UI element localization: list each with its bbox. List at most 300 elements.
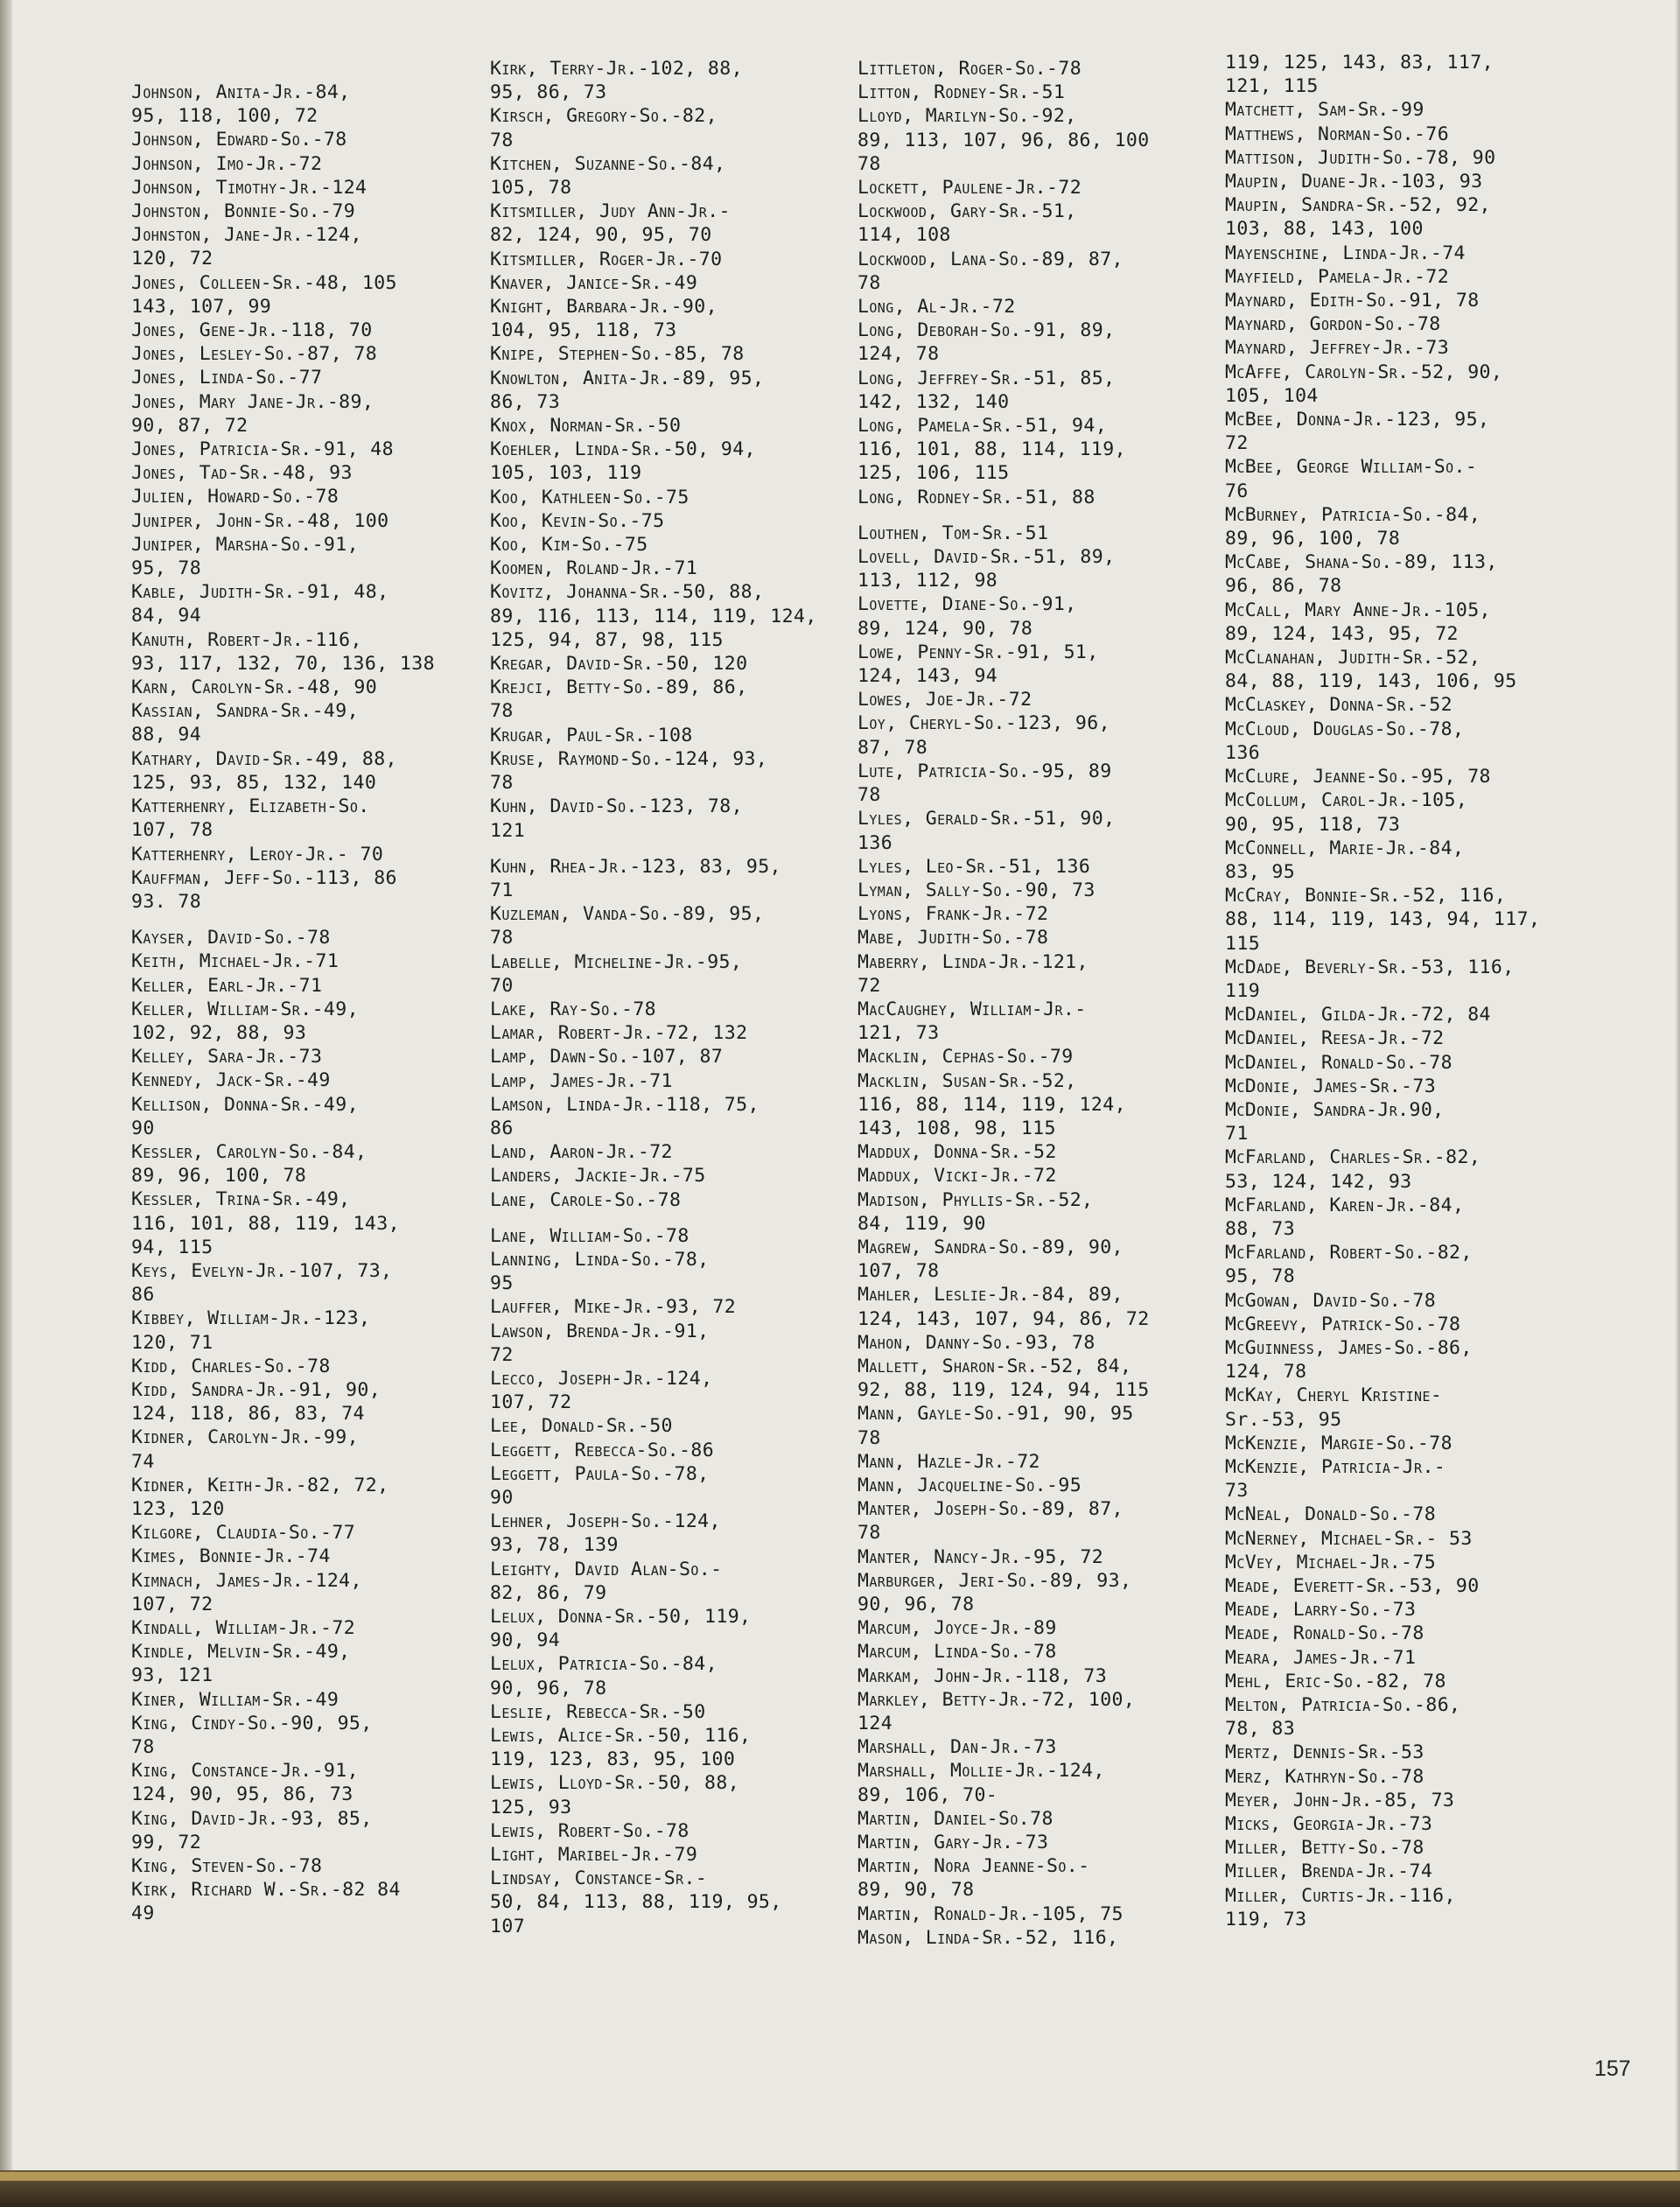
entry-name-line: Jones, Tad-Sr.-48, 93 — [131, 462, 353, 485]
entry-name-line: McKay, Cheryl Kristine- — [1225, 1384, 1443, 1407]
index-entry — [131, 1259, 435, 1307]
index-entry — [131, 1569, 435, 1616]
entry-name-line: Lane, William-So.-78 — [490, 1224, 690, 1247]
index-entry — [858, 855, 1150, 879]
index-entry — [858, 1854, 1150, 1902]
entry-name-line: Maddux, Donna-Sr.-52 — [858, 1141, 1057, 1164]
entry-name-line: Melton, Patricia-So.-86, — [1225, 1694, 1461, 1717]
index-entry — [1225, 884, 1540, 956]
entry-name-line: McBurney, Patricia-So.-84, — [1225, 503, 1481, 526]
entry-name-line: Knowlton, Anita-Jr.-89, 95, — [490, 367, 765, 389]
index-entry — [858, 592, 1150, 640]
entry-name-line: Koomen, Roland-Jr.-71 — [490, 557, 698, 580]
index-entry — [490, 1462, 817, 1510]
entry-name-line: Merz, Kathryn-So.-78 — [1225, 1765, 1424, 1788]
entry-name-line: Kanuth, Robert-Jr.-116, — [131, 628, 362, 651]
index-entry — [131, 1307, 435, 1354]
index-entry — [1225, 361, 1540, 408]
index-entry — [1225, 550, 1540, 598]
index-entry — [490, 580, 817, 652]
index-entry — [1225, 1693, 1540, 1741]
entry-pages-line: 93, 117, 132, 70, 136, 138 — [131, 652, 435, 675]
entry-pages-line: 84, 119, 90 — [858, 1212, 986, 1235]
entry-pages-line: 99, 72 — [131, 1831, 202, 1853]
entry-name-line: Madison, Phyllis-Sr.-52, — [858, 1188, 1094, 1211]
entry-pages-line: 143, 107, 99 — [131, 295, 272, 318]
entry-name-line: Lewis, Robert-So.-78 — [490, 1819, 690, 1842]
index-entry — [131, 461, 435, 485]
entry-name-line: Lauffer, Mike-Jr.-93, 72 — [490, 1296, 737, 1319]
entry-name-line: Martin, Daniel-So.78 — [858, 1807, 1054, 1830]
entry-name-line: Kelley, Sara-Jr.-73 — [131, 1046, 323, 1068]
index-entry — [1225, 51, 1540, 98]
entry-name-line: McFarland, Robert-So.-82, — [1225, 1242, 1473, 1265]
index-entry — [858, 1545, 1150, 1569]
index-entry — [490, 509, 817, 533]
index-entry — [131, 533, 435, 580]
entry-name-line: Kindle, Melvin-Sr.-49, — [131, 1641, 351, 1664]
index-entry — [131, 1188, 435, 1259]
entry-name-line: McDonie, James-Sr.-73 — [1225, 1075, 1437, 1097]
entry-name-line: King, Cindy-So.-90, 95, — [131, 1712, 373, 1734]
entry-name-line: Lehner, Joseph-So.-124, — [490, 1510, 721, 1533]
entry-name-line: Kitchen, Suzanne-So.-84, — [490, 152, 726, 175]
entry-name-line: Lake, Ray-So.-78 — [490, 998, 657, 1020]
index-entry — [858, 1164, 1150, 1188]
index-entry — [490, 1652, 817, 1699]
entry-name-line: Koo, Kathleen-So.-75 — [490, 486, 690, 508]
entry-pages-line: 120, 72 — [131, 248, 214, 270]
entry-name-line: Maberry, Linda-Jr.-121, — [858, 950, 1088, 973]
index-entry — [1225, 146, 1540, 170]
entry-pages-line: 121 — [490, 819, 526, 842]
entry-name-line: Markley, Betty-Jr.-72, 100, — [858, 1688, 1136, 1711]
entry-name-line: Kuhn, David-So.-123, 78, — [490, 795, 743, 818]
index-entry — [131, 152, 435, 176]
entry-name-line: Kuzleman, Vanda-So.-89, 95, — [490, 903, 765, 926]
index-entry — [490, 1164, 817, 1188]
index-entry — [131, 1759, 435, 1806]
index-entry — [858, 1236, 1150, 1283]
entry-name-line: Matchett, Sam-Sr.-99 — [1225, 99, 1424, 122]
entry-pages-line: 105, 103, 119 — [490, 462, 642, 485]
index-entry — [858, 1902, 1150, 1926]
index-entry — [1225, 336, 1540, 360]
index-entry — [858, 522, 1150, 545]
entry-name-line: McNeal, Donald-So.-78 — [1225, 1503, 1437, 1526]
entry-name-line: Knox, Norman-Sr.-50 — [490, 415, 682, 438]
entry-pages-line: 49 — [131, 1902, 155, 1925]
entry-name-line: Martin, Gary-Jr.-73 — [858, 1832, 1049, 1854]
index-entry — [1225, 718, 1540, 765]
index-entry — [490, 998, 817, 1021]
index-entry — [131, 1545, 435, 1568]
entry-name-line: Miller, Brenda-Jr.-74 — [1225, 1860, 1433, 1883]
entry-name-line: Kovitz, Johanna-Sr.-50, 88, — [490, 581, 765, 604]
entry-name-line: Maupin, Sandra-Sr.-52, 92, — [1225, 194, 1491, 217]
entry-name-line: Jones, Lesley-So.-87, 78 — [131, 343, 378, 366]
entry-pages-line: 86, 73 — [490, 390, 561, 413]
entry-name-line: Kassian, Sandra-Sr.-49, — [131, 700, 359, 723]
index-entry — [131, 1474, 435, 1521]
entry-name-line: Kimes, Bonnie-Jr.-74 — [131, 1545, 331, 1568]
entry-pages-line: 78 — [858, 271, 881, 294]
entry-name-line: Mehl, Eric-So.-82, 78 — [1225, 1670, 1446, 1692]
index-entry — [490, 414, 817, 438]
index-entry — [490, 1867, 817, 1938]
entry-pages-line: 53, 124, 142, 93 — [1225, 1170, 1412, 1193]
entry-name-line: McKenzie, Patricia-Jr.- — [1225, 1455, 1446, 1478]
entry-name-line: McDaniel, Reesa-Jr.-72 — [1225, 1027, 1445, 1050]
index-entry — [490, 676, 817, 723]
index-entry — [858, 1926, 1150, 1950]
entry-name-line: Kellison, Donna-Sr.-49, — [131, 1093, 359, 1116]
entry-name-line: Long, Pamela-Sr.-51, 94, — [858, 415, 1108, 438]
entry-name-line: Kessler, Carolyn-So.-84, — [131, 1140, 368, 1163]
index-entry — [490, 104, 817, 151]
entry-name-line: Keith, Michael-Jr.-71 — [131, 950, 340, 973]
index-entry — [490, 57, 817, 104]
entry-pages-line: 78 — [490, 927, 514, 949]
entry-pages-line: 105, 104 — [1225, 384, 1319, 407]
entry-name-line: Kitsmiller, Roger-Jr.-70 — [490, 248, 723, 270]
index-entry — [858, 176, 1150, 200]
entry-name-line: Light, Maribel-Jr.-79 — [490, 1844, 698, 1867]
index-entry — [1225, 1146, 1540, 1193]
entry-pages-line: 78 — [858, 1522, 881, 1545]
index-entry — [1225, 1384, 1540, 1431]
entry-pages-line: 78 — [858, 1426, 881, 1449]
entry-pages-line: 82, 86, 79 — [490, 1581, 607, 1604]
index-entry — [1225, 455, 1540, 502]
entry-name-line: Marshall, Dan-Jr.-73 — [858, 1736, 1057, 1759]
entry-name-line: Leggett, Paula-So.-78, — [490, 1462, 710, 1485]
entry-name-line: Labelle, Micheline-Jr.-95, — [490, 950, 743, 973]
entry-name-line: Micks, Georgia-Jr.-73 — [1225, 1813, 1433, 1836]
entry-pages-line: 87, 78 — [858, 736, 928, 759]
entry-name-line: Kidd, Sandra-Jr.-91, 90, — [131, 1378, 382, 1401]
entry-name-line: McDaniel, Gilda-Jr.-72, 84 — [1225, 1004, 1491, 1026]
entry-name-line: Lockett, Paulene-Jr.-72 — [858, 177, 1082, 200]
entry-name-line: Leslie, Rebecca-Sr.-50 — [490, 1700, 706, 1723]
index-entry — [858, 545, 1150, 592]
index-entry — [131, 319, 435, 342]
entry-name-line: Martin, Ronald-Jr.-105, 75 — [858, 1902, 1124, 1925]
index-entry — [131, 580, 435, 627]
index-entry — [1225, 1432, 1540, 1455]
entry-name-line: Land, Aaron-Jr.-72 — [490, 1141, 673, 1164]
index-entry — [1225, 1765, 1540, 1789]
index-entry — [131, 1878, 435, 1925]
index-entry — [131, 1426, 435, 1473]
entry-pages-line: 113, 112, 98 — [858, 570, 998, 592]
index-entry — [131, 866, 435, 914]
entry-name-line: Marshall, Mollie-Jr.-124, — [858, 1760, 1105, 1783]
entry-pages-line: 123, 120 — [131, 1497, 225, 1520]
index-entry — [1225, 1336, 1540, 1384]
entry-pages-line: 89, 113, 107, 96, 86, 100 — [858, 129, 1150, 151]
index-entry — [858, 1140, 1150, 1164]
index-entry — [490, 1224, 817, 1248]
index-entry — [1225, 1836, 1540, 1860]
entry-name-line: Marburger, Jeri-So.-89, 93, — [858, 1569, 1132, 1592]
index-entry — [131, 974, 435, 998]
index-entry — [858, 1069, 1150, 1141]
entry-name-line: McNerney, Michael-Sr.- 53 — [1225, 1527, 1473, 1550]
entry-name-line: Lamp, Dawn-So.-107, 87 — [490, 1046, 724, 1068]
entry-pages-line: 50, 84, 113, 88, 119, 95, — [490, 1891, 782, 1914]
entry-name-line: Keller, Earl-Jr.-71 — [131, 974, 323, 997]
entry-pages-line: 95, 78 — [1225, 1265, 1296, 1288]
entry-name-line: Krugar, Paul-Sr.-108 — [490, 724, 693, 746]
index-entry — [490, 1188, 817, 1212]
entry-name-line: McClure, Jeanne-So.-95, 78 — [1225, 766, 1491, 788]
index-entry — [1225, 1075, 1540, 1098]
index-entry — [490, 1045, 817, 1068]
entry-pages-line: 90, 96, 78 — [858, 1594, 975, 1615]
entry-pages-line: 78 — [858, 784, 881, 807]
index-entry — [1225, 765, 1540, 788]
index-entry — [1225, 1812, 1540, 1836]
entry-name-line: McCabe, Shana-So.-89, 113, — [1225, 551, 1498, 574]
entry-name-line: Lewis, Alice-Sr.-50, 116, — [490, 1725, 752, 1748]
entry-pages-line: 78 — [490, 700, 514, 723]
entry-name-line: Litton, Rodney-Sr.-51 — [858, 81, 1066, 104]
entry-name-line: Katterhenry, Leroy-Jr.- 70 — [131, 843, 384, 865]
entry-name-line: King, Constance-Jr.-91, — [131, 1760, 359, 1783]
entry-name-line: McDade, Beverly-Sr.-53, 116, — [1225, 956, 1515, 978]
entry-name-line: Juniper, John-Sr.-48, 100 — [131, 509, 389, 532]
entry-name-line: Juniper, Marsha-So.-91, — [131, 533, 359, 556]
entry-pages-line: 136 — [858, 831, 893, 854]
entry-name-line: Martin, Nora Jeanne-So.- — [858, 1855, 1090, 1878]
entry-name-line: McVey, Michael-Jr.-75 — [1225, 1551, 1437, 1573]
entry-name-line: Landers, Jackie-Jr.-75 — [490, 1165, 706, 1188]
index-entry — [490, 1140, 817, 1164]
entry-name-line: McConnell, Marie-Jr.-84, — [1225, 837, 1465, 859]
entry-pages-line: 92, 88, 119, 124, 94, 115 — [858, 1379, 1150, 1402]
entry-name-line: Johnston, Bonnie-So.-79 — [131, 200, 356, 223]
index-entry — [131, 81, 435, 128]
index-entry — [490, 271, 817, 295]
index-entry — [858, 104, 1150, 176]
index-entry — [490, 1700, 817, 1724]
entry-name-line: Macklin, Cephas-So.-79 — [858, 1046, 1074, 1068]
entry-name-line: Jones, Colleen-Sr.-48, 105 — [131, 271, 397, 294]
index-entry — [131, 747, 435, 795]
entry-name-line: Lamp, James-Jr.-71 — [490, 1069, 673, 1092]
entry-name-line: Meyer, John-Jr.-85, 73 — [1225, 1789, 1455, 1811]
index-column-1 — [131, 81, 435, 1926]
index-entry — [490, 1069, 817, 1093]
entry-name-line: Kidner, Carolyn-Jr.-99, — [131, 1426, 359, 1449]
entry-name-line: MacCaughey, William-Jr.- — [858, 998, 1087, 1020]
entry-name-line: Kregar, David-Sr.-50, 120 — [490, 653, 748, 676]
index-entry — [131, 1712, 435, 1759]
index-entry — [858, 486, 1150, 509]
index-entry — [131, 485, 435, 508]
entry-name-line: McClaskey, Donna-Sr.-52 — [1225, 694, 1452, 717]
entry-name-line: Meade, Ronald-So.-78 — [1225, 1622, 1424, 1645]
index-entry — [490, 1605, 817, 1652]
entry-pages-line: 89, 90, 78 — [858, 1879, 975, 1902]
entry-name-line: Kirk, Richard W.-Sr.-82 84 — [131, 1879, 401, 1902]
entry-pages-line: 88, 94 — [131, 724, 202, 746]
index-entry — [1225, 1194, 1540, 1241]
entry-pages-line: 84, 94 — [131, 605, 202, 627]
entry-pages-line: 78 — [490, 772, 514, 795]
entry-pages-line: 88, 114, 119, 143, 94, 117, — [1225, 908, 1541, 931]
entry-pages-line: 90, 94 — [490, 1629, 561, 1652]
entry-name-line: McDaniel, Ronald-So.-78 — [1225, 1051, 1452, 1074]
index-entry — [1225, 1646, 1540, 1670]
entry-pages-line: 121, 73 — [858, 1022, 940, 1045]
entry-name-line: Meara, James-Jr.-71 — [1225, 1646, 1417, 1669]
entry-name-line: Macklin, Susan-Sr.-52, — [858, 1069, 1077, 1092]
entry-name-line: Knight, Barbara-Jr.-90, — [490, 296, 718, 319]
index-entry — [858, 1355, 1150, 1402]
index-entry — [858, 81, 1150, 104]
entry-name-line: Jones, Mary Jane-Jr.-89, — [131, 390, 374, 413]
entry-name-line: Lanning, Linda-So.-78, — [490, 1248, 710, 1271]
entry-pages-line: 93, 78, 139 — [490, 1534, 619, 1557]
index-entry — [490, 1367, 817, 1414]
index-entry — [858, 998, 1150, 1045]
entry-pages-line: 89, 106, 70- — [858, 1783, 998, 1806]
entry-pages-line: 78 — [490, 129, 514, 151]
index-entry — [131, 795, 435, 842]
entry-name-line: Long, Rodney-Sr.-51, 88 — [858, 486, 1096, 508]
index-entry — [1225, 98, 1540, 122]
entry-pages-line: 93, 121 — [131, 1664, 214, 1687]
index-entry — [131, 366, 435, 389]
entry-pages-line: 104, 95, 118, 73 — [490, 319, 677, 342]
index-entry — [858, 248, 1150, 295]
entry-name-line: Katterhenry, Elizabeth-So. — [131, 795, 370, 818]
entry-name-line: Lute, Patricia-So.-95, 89 — [858, 760, 1112, 782]
entry-name-line: Maupin, Duane-Jr.-103, 93 — [1225, 171, 1483, 193]
entry-name-line: Keys, Evelyn-Jr.-107, 73, — [131, 1259, 393, 1282]
entry-name-line: Maynard, Jeffrey-Jr.-73 — [1225, 337, 1450, 360]
entry-name-line: Kessler, Trina-Sr.-49, — [131, 1188, 351, 1211]
index-entry — [490, 1558, 817, 1605]
entry-pages-line: 121, 115 — [1225, 75, 1319, 98]
entry-pages-line: 125, 93, 85, 132, 140 — [131, 771, 377, 794]
entry-name-line: Long, Jeffrey-Sr.-51, 85, — [858, 367, 1116, 389]
index-entry — [131, 843, 435, 866]
entry-pages-line: 89, 124, 143, 95, 72 — [1225, 622, 1459, 645]
index-entry — [490, 855, 817, 902]
index-entry — [858, 1450, 1150, 1474]
entry-pages-line: 143, 108, 98, 115 — [858, 1117, 1056, 1139]
entry-name-line: Louthen, Tom-Sr.-51 — [858, 522, 1049, 544]
index-entry — [1225, 1098, 1540, 1146]
entry-pages-line: 71 — [1225, 1123, 1249, 1146]
index-entry — [858, 1569, 1150, 1616]
entry-pages-line: 89, 96, 100, 78 — [1225, 528, 1401, 550]
index-entry — [490, 438, 817, 485]
entry-name-line: Marcum, Joyce-Jr.-89 — [858, 1617, 1057, 1640]
entry-name-line: McCollum, Carol-Jr.-105, — [1225, 789, 1468, 812]
entry-name-line: Lovette, Diane-So.-91, — [858, 593, 1077, 616]
entry-name-line: McAffe, Carolyn-Sr.-52, 90, — [1225, 361, 1503, 383]
index-entry — [1225, 599, 1540, 646]
entry-pages-line: 116, 101, 88, 114, 119, — [858, 438, 1126, 461]
entry-name-line: Mallett, Sharon-Sr.-52, 84, — [858, 1355, 1132, 1377]
entry-name-line: McFarland, Charles-Sr.-82, — [1225, 1146, 1481, 1169]
index-entry — [858, 1402, 1150, 1449]
index-entry — [858, 1045, 1150, 1068]
index-entry — [1225, 193, 1540, 241]
index-entry — [1225, 1455, 1540, 1503]
entry-name-line: Meade, Everett-Sr.-53, 90 — [1225, 1575, 1480, 1597]
index-entry — [1225, 1789, 1540, 1812]
index-entry — [1225, 1574, 1540, 1598]
entry-name-line: Mahon, Danny-So.-93, 78 — [858, 1331, 1096, 1354]
entry-pages-line: 82, 124, 90, 95, 70 — [490, 224, 712, 247]
index-entry — [1225, 1622, 1540, 1645]
entry-name-line: Julien, Howard-So.-78 — [131, 486, 340, 508]
entry-name-line: Lawson, Brenda-Jr.-91, — [490, 1320, 710, 1342]
index-entry — [1225, 312, 1540, 336]
entry-name-line: Kidner, Keith-Jr.-82, 72, — [131, 1474, 389, 1496]
entry-name-line: McBee, Donna-Jr.-123, 95, — [1225, 409, 1490, 431]
entry-name-line: Lowe, Penny-Sr.-91, 51, — [858, 641, 1099, 663]
entry-name-line: Kindall, William-Jr.-72 — [131, 1617, 356, 1639]
entry-pages-line: 119 — [1225, 979, 1261, 1002]
entry-name-line: Long, Deborah-So.-91, 89, — [858, 319, 1116, 342]
entry-name-line: Mann, Hazle-Jr.-72 — [858, 1450, 1040, 1473]
index-entry — [1225, 408, 1540, 455]
entry-name-line: Kruse, Raymond-So.-124, 93, — [490, 747, 768, 770]
index-entry — [858, 1616, 1150, 1640]
entry-name-line: Jones, Patricia-Sr.-91, 48 — [131, 438, 394, 461]
entry-name-line: Kibbey, William-Jr.-123, — [131, 1307, 371, 1330]
entry-name-line: Maynard, Edith-So.-91, 78 — [1225, 290, 1480, 312]
entry-name-line: Mann, Gayle-So.-91, 90, 95 — [858, 1403, 1134, 1426]
index-entry — [1225, 1313, 1540, 1336]
index-entry — [858, 1188, 1150, 1236]
entry-name-line: Karn, Carolyn-Sr.-48, 90 — [131, 676, 378, 699]
index-entry — [490, 533, 817, 557]
entry-name-line: Meade, Larry-So.-73 — [1225, 1599, 1417, 1622]
index-entry — [858, 1759, 1150, 1806]
entry-name-line: Maynard, Gordon-So.-78 — [1225, 313, 1441, 336]
index-entry — [858, 879, 1150, 902]
entry-name-line: Magrew, Sandra-So.-89, 90, — [858, 1236, 1124, 1258]
index-entry — [1225, 1741, 1540, 1764]
index-entry — [490, 1320, 817, 1367]
entry-pages-line: 86 — [490, 1117, 514, 1139]
index-entry — [490, 1724, 817, 1771]
entry-name-line: Lindsay, Constance-Sr.- — [490, 1867, 708, 1890]
index-entry — [1225, 242, 1540, 265]
entry-pages-line: 95, 118, 100, 72 — [131, 105, 318, 128]
entry-pages-line: 107, 72 — [490, 1391, 572, 1414]
index-entry — [1225, 1527, 1540, 1551]
index-entry — [490, 652, 817, 676]
entry-name-line: Long, Al-Jr.-72 — [858, 296, 1016, 319]
index-entry — [131, 1140, 435, 1188]
index-entry — [131, 1045, 435, 1068]
index-entry — [490, 557, 817, 580]
entry-pages-line: 78 — [858, 152, 881, 175]
entry-pages-line: 107, 78 — [858, 1260, 940, 1283]
entry-pages-line: 94, 115 — [131, 1236, 214, 1258]
index-entry — [858, 902, 1150, 926]
entry-pages-line: 93. 78 — [131, 890, 202, 913]
entry-name-line: Koehler, Linda-Sr.-50, 94, — [490, 438, 756, 461]
